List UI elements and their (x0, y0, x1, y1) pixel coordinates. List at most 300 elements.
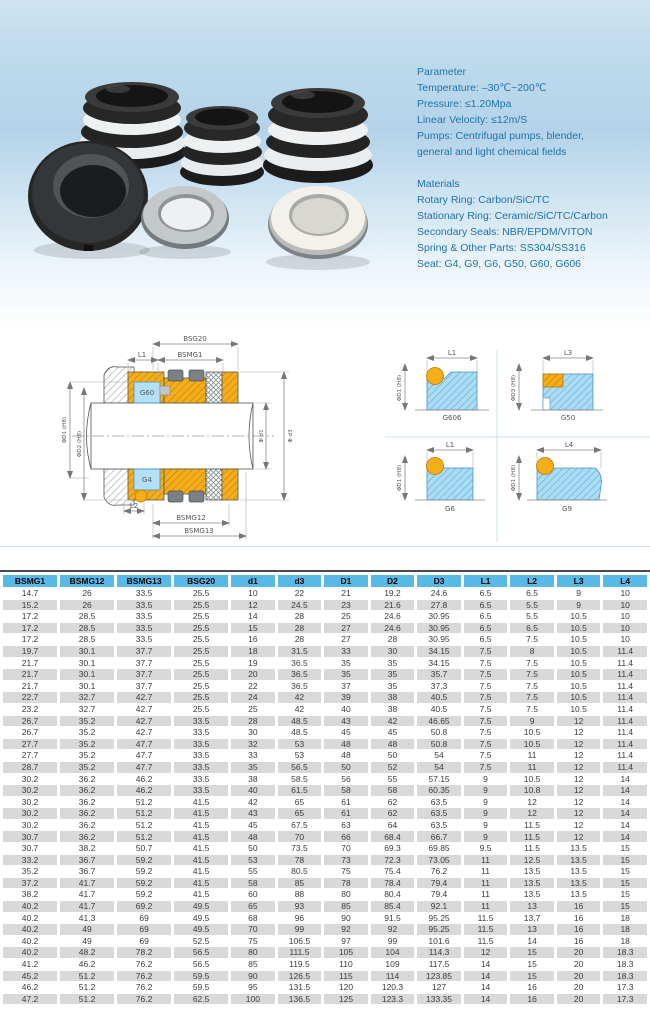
table-cell: 11.5 (510, 820, 554, 831)
table-cell: 10.5 (510, 727, 554, 738)
table-cell: 15 (603, 855, 647, 866)
table-cell: 26 (60, 600, 114, 611)
table-cell: 51.2 (117, 797, 171, 808)
table-cell: 60 (231, 889, 275, 900)
table-cell: 58.5 (278, 774, 322, 785)
table-cell: 30 (371, 646, 415, 657)
table-cell: 6.5 (464, 588, 508, 599)
table-cell: 69 (117, 936, 171, 947)
carbon-ring (28, 141, 150, 259)
table-cell: 12 (231, 600, 275, 611)
table-cell: 13.5 (557, 843, 601, 854)
gray-seat-ring (139, 186, 231, 259)
column-header: BSMG12 (60, 575, 114, 587)
table-cell: 47.7 (117, 750, 171, 761)
table-cell: 37.7 (117, 658, 171, 669)
clamp-top-2 (189, 370, 204, 381)
table-cell: 34.15 (417, 646, 461, 657)
table-cell: 114 (371, 971, 415, 982)
table-cell: 41.5 (174, 843, 228, 854)
table-cell: 69 (117, 924, 171, 935)
dim-label-bsg20: BSG20 (183, 335, 207, 343)
table-cell: 9.5 (464, 843, 508, 854)
table-cell: 78.4 (371, 878, 415, 889)
clamp-top-1 (168, 370, 183, 381)
table-cell: 28.5 (60, 611, 114, 622)
table-cell: 80 (324, 889, 368, 900)
table-cell: 69.2 (117, 901, 171, 912)
table-cell: 33.5 (174, 716, 228, 727)
table-cell: 41.5 (174, 797, 228, 808)
table-cell: 35.7 (417, 669, 461, 680)
table-cell: 133.35 (417, 994, 461, 1005)
o-ring (427, 368, 444, 385)
dim-label-d3-shaft: Φ d3 (288, 429, 294, 443)
table-cell: 40.2 (3, 936, 57, 947)
table-cell: 31.5 (278, 646, 322, 657)
table-cell: 114.3 (417, 947, 461, 958)
table-cell: 62 (371, 797, 415, 808)
table-cell: 10.5 (557, 704, 601, 715)
table-cell: 20 (557, 982, 601, 993)
table-cell: 9 (557, 600, 601, 611)
table-cell: 12 (557, 727, 601, 738)
table-cell: 69.3 (371, 843, 415, 854)
table-cell: 36.2 (60, 808, 114, 819)
table-row (3, 739, 647, 750)
table-cell: 33.5 (117, 600, 171, 611)
table-cell: 30.1 (60, 658, 114, 669)
table-cell: 9 (464, 785, 508, 796)
table-cell: 13 (510, 924, 554, 935)
table-cell: 11.4 (603, 692, 647, 703)
column-header: d3 (278, 575, 322, 587)
table-cell: 66 (324, 831, 368, 842)
table-cell: 54 (417, 762, 461, 773)
table-cell: 6.5 (510, 623, 554, 634)
table-cell: 46.2 (60, 959, 114, 970)
table-cell: 36.7 (60, 866, 114, 877)
table-cell: 35.2 (60, 750, 114, 761)
table-cell: 6.5 (464, 600, 508, 611)
table-cell: 10 (603, 634, 647, 645)
table-cell: 38 (231, 774, 275, 785)
table-cell: 32.7 (60, 692, 114, 703)
dim-label-d2: ΦD2 (H8) (77, 430, 83, 458)
table-cell: 80.4 (371, 889, 415, 900)
table-cell: 47.2 (3, 994, 57, 1005)
table-cell: 11.4 (603, 704, 647, 715)
table-cell: 65 (278, 797, 322, 808)
table-cell: 55 (371, 774, 415, 785)
table-cell: 43 (324, 716, 368, 727)
table-cell: 13.5 (557, 889, 601, 900)
table-cell: 48 (231, 831, 275, 842)
table-cell: 78.2 (117, 947, 171, 958)
table-cell: 12 (557, 797, 601, 808)
table-cell: 16 (510, 994, 554, 1005)
table-row (3, 716, 647, 727)
table-cell: 27.8 (417, 600, 461, 611)
table-cell: 10.5 (557, 681, 601, 692)
table-cell: 109 (371, 959, 415, 970)
hero-section (0, 0, 650, 328)
table-cell: 10 (231, 588, 275, 599)
table-cell: 42 (231, 797, 275, 808)
table-row (3, 750, 647, 761)
table-cell: 30.2 (3, 820, 57, 831)
table-top-rule (0, 570, 650, 572)
table-cell: 100 (231, 994, 275, 1005)
table-cell: 76.2 (117, 994, 171, 1005)
table-cell: 37.3 (417, 681, 461, 692)
table-cell: 63.5 (417, 808, 461, 819)
table-cell: 11.4 (603, 669, 647, 680)
table-cell: 25.5 (174, 704, 228, 715)
table-cell: 6.5 (510, 588, 554, 599)
table-cell: 15.2 (3, 600, 57, 611)
table-cell: 11.5 (464, 936, 508, 947)
table-cell: 67.5 (278, 820, 322, 831)
table-cell: 51.2 (60, 971, 114, 982)
table-row (3, 623, 647, 634)
table-cell: 21 (324, 588, 368, 599)
table-cell: 14 (231, 611, 275, 622)
table-cell: 30.7 (3, 843, 57, 854)
table-cell: 30.95 (417, 634, 461, 645)
table-cell: 45 (371, 727, 415, 738)
table-row (3, 727, 647, 738)
table-cell: 7.5 (464, 739, 508, 750)
table-cell: 40.5 (417, 704, 461, 715)
table-cell: 16 (557, 901, 601, 912)
table-cell: 41.3 (60, 913, 114, 924)
materials-block (417, 176, 647, 272)
table-cell: 105 (324, 947, 368, 958)
table-cell: 115 (324, 971, 368, 982)
table-cell: 17.2 (3, 634, 57, 645)
table-cell: 28 (278, 634, 322, 645)
table-cell: 33 (231, 750, 275, 761)
table-cell: 35.2 (60, 739, 114, 750)
section-divider (0, 546, 650, 547)
table-cell: 7.5 (510, 704, 554, 715)
table-cell: 33.5 (174, 762, 228, 773)
table-cell: 126.5 (278, 971, 322, 982)
table-cell: 13.5 (510, 866, 554, 877)
table-row (3, 692, 647, 703)
bellows-bottom (164, 469, 206, 494)
table-cell: 95 (231, 982, 275, 993)
table-cell: 85.4 (371, 901, 415, 912)
table-cell: 61 (324, 808, 368, 819)
table-cell: 69 (117, 913, 171, 924)
table-cell: 32 (231, 739, 275, 750)
table-cell: 21.7 (3, 658, 57, 669)
table-row (3, 913, 647, 924)
o-ring (537, 458, 554, 475)
table-cell: 54 (417, 750, 461, 761)
seat-name: G50 (560, 414, 576, 422)
table-cell: 48.2 (60, 947, 114, 958)
table-cell: 50 (324, 762, 368, 773)
clamp-bottom-2 (189, 491, 204, 502)
table-cell: 25.5 (174, 692, 228, 703)
table-cell: 11 (464, 866, 508, 877)
table-cell: 75 (324, 866, 368, 877)
table-cell: 76.2 (117, 959, 171, 970)
table-cell: 10 (603, 588, 647, 599)
table-cell: 25 (231, 704, 275, 715)
table-cell: 41.7 (60, 901, 114, 912)
table-cell: 15 (510, 959, 554, 970)
table-cell: 17.3 (603, 994, 647, 1005)
table-cell: 92 (324, 924, 368, 935)
spacer-top (160, 386, 170, 395)
table-cell: 19 (231, 658, 275, 669)
table-cell: 20 (557, 994, 601, 1005)
table-cell: 10 (603, 600, 647, 611)
table-cell: 7.5 (464, 716, 508, 727)
table-cell: 38.2 (3, 889, 57, 900)
table-cell: 14 (603, 820, 647, 831)
table-cell: 35 (371, 658, 415, 669)
dim-label-l2: L2 (129, 502, 139, 510)
table-cell: 65 (278, 808, 322, 819)
spec-line: Seat: G4, G9, G6, G50, G60, G606 (417, 258, 582, 270)
seat-width-label: L3 (563, 349, 573, 357)
table-cell: 30.1 (60, 681, 114, 692)
table-cell: 92 (371, 924, 415, 935)
table-cell: 123.85 (417, 971, 461, 982)
gasket (543, 374, 563, 387)
table-cell: 7.5 (464, 762, 508, 773)
table-cell: 25.5 (174, 600, 228, 611)
table-cell: 14 (464, 971, 508, 982)
table-cell: 36.5 (278, 658, 322, 669)
column-header: BSMG13 (117, 575, 171, 587)
table-cell: 131.5 (278, 982, 322, 993)
materials-lines (417, 192, 647, 272)
table-cell: 66.7 (417, 831, 461, 842)
table-cell: 79.4 (417, 889, 461, 900)
table-row (3, 855, 647, 866)
table-cell: 35.2 (60, 716, 114, 727)
bellows-seal-right (263, 88, 373, 183)
table-cell: 36.2 (60, 797, 114, 808)
table-cell: 53 (278, 739, 322, 750)
column-header: L3 (557, 575, 601, 587)
table-cell: 11.5 (510, 843, 554, 854)
table-cell: 63.5 (417, 820, 461, 831)
table-cell: 95.25 (417, 924, 461, 935)
table-cell: 41.5 (174, 866, 228, 877)
table-cell: 92.1 (417, 901, 461, 912)
table-cell: 30.1 (60, 669, 114, 680)
table-cell: 15 (510, 947, 554, 958)
seat-dia-label: ΦD1 (H8) (511, 464, 517, 492)
o-ring (135, 490, 147, 502)
table-cell: 16 (510, 982, 554, 993)
table-cell: 99 (371, 936, 415, 947)
table-cell: 10.5 (557, 692, 601, 703)
table-cell: 70 (231, 924, 275, 935)
table-cell: 51.2 (117, 820, 171, 831)
table-cell: 41.5 (174, 878, 228, 889)
table-cell: 61.5 (278, 785, 322, 796)
table-cell: 28 (278, 623, 322, 634)
table-cell: 10.5 (510, 739, 554, 750)
table-cell: 30.1 (60, 646, 114, 657)
table-cell: 27.7 (3, 750, 57, 761)
materials-heading: Materials (417, 178, 460, 190)
table-cell: 24.6 (371, 623, 415, 634)
table-row (3, 936, 647, 947)
spec-line: Secondary Seals: NBR/EPDM/VITON (417, 226, 593, 238)
table-cell: 14 (603, 785, 647, 796)
table-row (3, 704, 647, 715)
table-cell: 59.2 (117, 866, 171, 877)
spec-line: Stationary Ring: Ceramic/SiC/TC/Carbon (417, 210, 608, 222)
table-row (3, 669, 647, 680)
retainer-top (222, 372, 238, 403)
table-cell: 80.5 (278, 866, 322, 877)
table-cell: 45.2 (3, 971, 57, 982)
table-cell: 93 (278, 901, 322, 912)
table-cell: 14 (464, 982, 508, 993)
table-cell: 46.65 (417, 716, 461, 727)
table-cell: 30.95 (417, 611, 461, 622)
table-cell: 21.7 (3, 681, 57, 692)
table-row (3, 634, 647, 645)
table-cell: 120 (324, 982, 368, 993)
table-cell: 17.3 (603, 982, 647, 993)
table-cell: 32.7 (60, 704, 114, 715)
table-cell: 24.6 (417, 588, 461, 599)
table-cell: 15 (603, 889, 647, 900)
spec-line: Rotary Ring: Carbon/SiC/TC (417, 194, 550, 206)
table-cell: 42.7 (117, 727, 171, 738)
table-cell: 41.5 (174, 855, 228, 866)
table-cell: 14 (510, 936, 554, 947)
parameter-heading: Parameter (417, 66, 467, 78)
table-cell: 30.7 (3, 831, 57, 842)
table-cell: 45 (324, 727, 368, 738)
table-cell: 13.5 (557, 855, 601, 866)
table-cell: 18 (603, 913, 647, 924)
spec-panel (417, 64, 647, 272)
table-cell: 95.25 (417, 913, 461, 924)
table-cell: 15 (231, 623, 275, 634)
table-cell: 41.5 (174, 831, 228, 842)
table-cell: 8 (510, 646, 554, 657)
table-cell: 35 (371, 681, 415, 692)
table-cell: 25.5 (174, 634, 228, 645)
seat-width-label: L4 (564, 441, 574, 449)
table-cell: 42 (371, 716, 415, 727)
column-header: D3 (417, 575, 461, 587)
ceramic-seat-ring (266, 186, 370, 270)
table-cell: 9 (464, 808, 508, 819)
table-cell: 42.7 (117, 692, 171, 703)
table-cell: 90 (324, 913, 368, 924)
table-cell: 16 (557, 924, 601, 935)
seat-name: G9 (562, 505, 572, 513)
table-cell: 28 (231, 716, 275, 727)
table-cell: 64 (371, 820, 415, 831)
seat-bottom-label: G4 (142, 476, 152, 484)
table-cell: 11 (464, 901, 508, 912)
table-cell: 127 (417, 982, 461, 993)
table-cell: 35 (324, 658, 368, 669)
table-cell: 22 (231, 681, 275, 692)
table-cell: 40.2 (3, 947, 57, 958)
table-cell: 11.4 (603, 716, 647, 727)
table-cell: 56.5 (174, 959, 228, 970)
table-cell: 75 (231, 936, 275, 947)
table-cell: 51.2 (60, 982, 114, 993)
table-cell: 25.5 (174, 623, 228, 634)
table-cell: 119.5 (278, 959, 322, 970)
table-cell: 15 (603, 843, 647, 854)
table-cell: 13.5 (557, 866, 601, 877)
table-cell: 12 (557, 831, 601, 842)
table-cell: 12 (557, 774, 601, 785)
table-cell: 91.5 (371, 913, 415, 924)
table-cell: 7.5 (464, 692, 508, 703)
table-cell: 10.8 (510, 785, 554, 796)
table-cell: 10.5 (557, 658, 601, 669)
table-cell: 20 (557, 947, 601, 958)
table-cell: 20 (231, 669, 275, 680)
table-cell: 52.5 (174, 936, 228, 947)
table-cell: 47.7 (117, 739, 171, 750)
table-cell: 69.85 (417, 843, 461, 854)
table-cell: 18.3 (603, 971, 647, 982)
table-cell: 7.5 (510, 681, 554, 692)
table-cell: 59.2 (117, 878, 171, 889)
seat-width-label: L1 (445, 441, 455, 449)
seat-name: G6 (445, 505, 455, 513)
table-cell: 50.8 (417, 727, 461, 738)
table-cell: 36.7 (60, 855, 114, 866)
table-cell: 40.5 (417, 692, 461, 703)
seat-diagram-g50 (511, 349, 603, 422)
table-cell: 17.2 (3, 611, 57, 622)
table-cell: 59.5 (174, 982, 228, 993)
table-cell: 13.5 (557, 878, 601, 889)
table-cell: 11.4 (603, 681, 647, 692)
seat-diagram-g606 (397, 349, 489, 422)
table-cell: 136.5 (278, 994, 322, 1005)
seat-dia-label: ΦD3 (H8) (511, 374, 517, 402)
clamp-bottom-1 (168, 491, 183, 502)
column-header: D1 (324, 575, 368, 587)
spec-line: Linear Velocity: ≤12m/S (417, 114, 528, 126)
table-cell: 12 (510, 808, 554, 819)
table-cell: 50 (371, 750, 415, 761)
table-cell: 33.5 (174, 739, 228, 750)
table-cell: 24.6 (371, 611, 415, 622)
table-row (3, 959, 647, 970)
table-cell: 41.5 (174, 889, 228, 900)
table-cell: 58 (371, 785, 415, 796)
table-cell: 14 (464, 994, 508, 1005)
table-cell: 99 (278, 924, 322, 935)
table-cell: 46.2 (3, 982, 57, 993)
table-cell: 9 (557, 588, 601, 599)
table-cell: 18.3 (603, 947, 647, 958)
